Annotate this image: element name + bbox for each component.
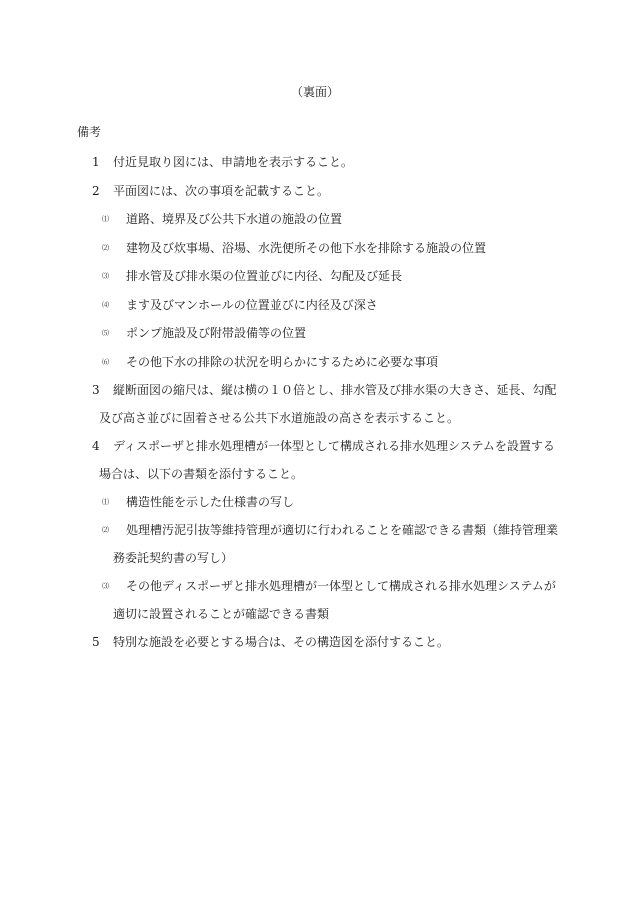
subitem-number: ⑶ — [102, 582, 109, 590]
subitem-number: ⑸ — [102, 329, 109, 337]
subitem-text: 処理槽汚泥引抜等維持管理が適切に行われることを確認できる書類（維持管理業 — [126, 523, 559, 537]
item-number: 2 — [92, 184, 100, 198]
item-number: 3 — [92, 383, 100, 397]
item-text: 平面図には、次の事項を記載すること。 — [113, 184, 330, 198]
subitem-text: ます及びマンホールの位置並びに内径及び深さ — [126, 298, 378, 312]
item-text: ディスポーザと排水処理槽が一体型として構成される排水処理システムを設置する — [113, 439, 555, 453]
subitem-text: 建物及び炊事場、浴場、水洗便所その他下水を排除する施設の位置 — [126, 241, 487, 255]
subitem-text-continued: 適切に設置されることが確認できる書類 — [113, 607, 330, 621]
item-text: 特別な施設を必要とする場合は、その構造図を添付すること。 — [113, 635, 450, 649]
subitem-text: 排水管及び排水渠の位置並びに内径、勾配及び延長 — [126, 269, 403, 283]
item-text-continued: 場合は、以下の書類を添付すること。 — [99, 467, 304, 481]
subitem-text: その他下水の排除の状況を明らかにするために必要な事項 — [126, 355, 439, 369]
subitem-text: ポンプ施設及び附帯設備等の位置 — [126, 326, 307, 340]
subitem-number: ⑴ — [102, 498, 109, 506]
subitem-text: その他ディスポーザと排水処理槽が一体型として構成される排水処理システムが — [126, 579, 556, 593]
item-text: 縦断面図の縮尺は、縦は横の１０倍とし、排水管及び排水渠の大きさ、延長、勾配 — [113, 383, 557, 397]
subitem-number: ⑹ — [102, 358, 109, 366]
item-number: 5 — [92, 635, 100, 649]
subitem-number: ⑷ — [102, 301, 109, 309]
item-text: 付近見取り図には、申請地を表示すること。 — [113, 155, 354, 169]
page-title: （裏面） — [290, 85, 339, 99]
subitem-text: 構造性能を示した仕様書の写し — [126, 495, 295, 509]
subitem-text-continued: 務委託契約書の写し） — [113, 551, 234, 565]
remarks-label: 備考 — [77, 125, 102, 139]
subitem-number: ⑶ — [102, 272, 109, 280]
subitem-number: ⑴ — [102, 215, 109, 223]
item-number: 4 — [92, 439, 100, 453]
subitem-number: ⑵ — [102, 244, 109, 252]
item-number: 1 — [92, 155, 100, 169]
subitem-number: ⑵ — [102, 526, 109, 534]
subitem-text: 道路、境界及び公共下水道の施設の位置 — [126, 212, 343, 226]
item-text-continued: 及び高さ並びに固着させる公共下水道施設の高さを表示すること。 — [99, 411, 460, 425]
